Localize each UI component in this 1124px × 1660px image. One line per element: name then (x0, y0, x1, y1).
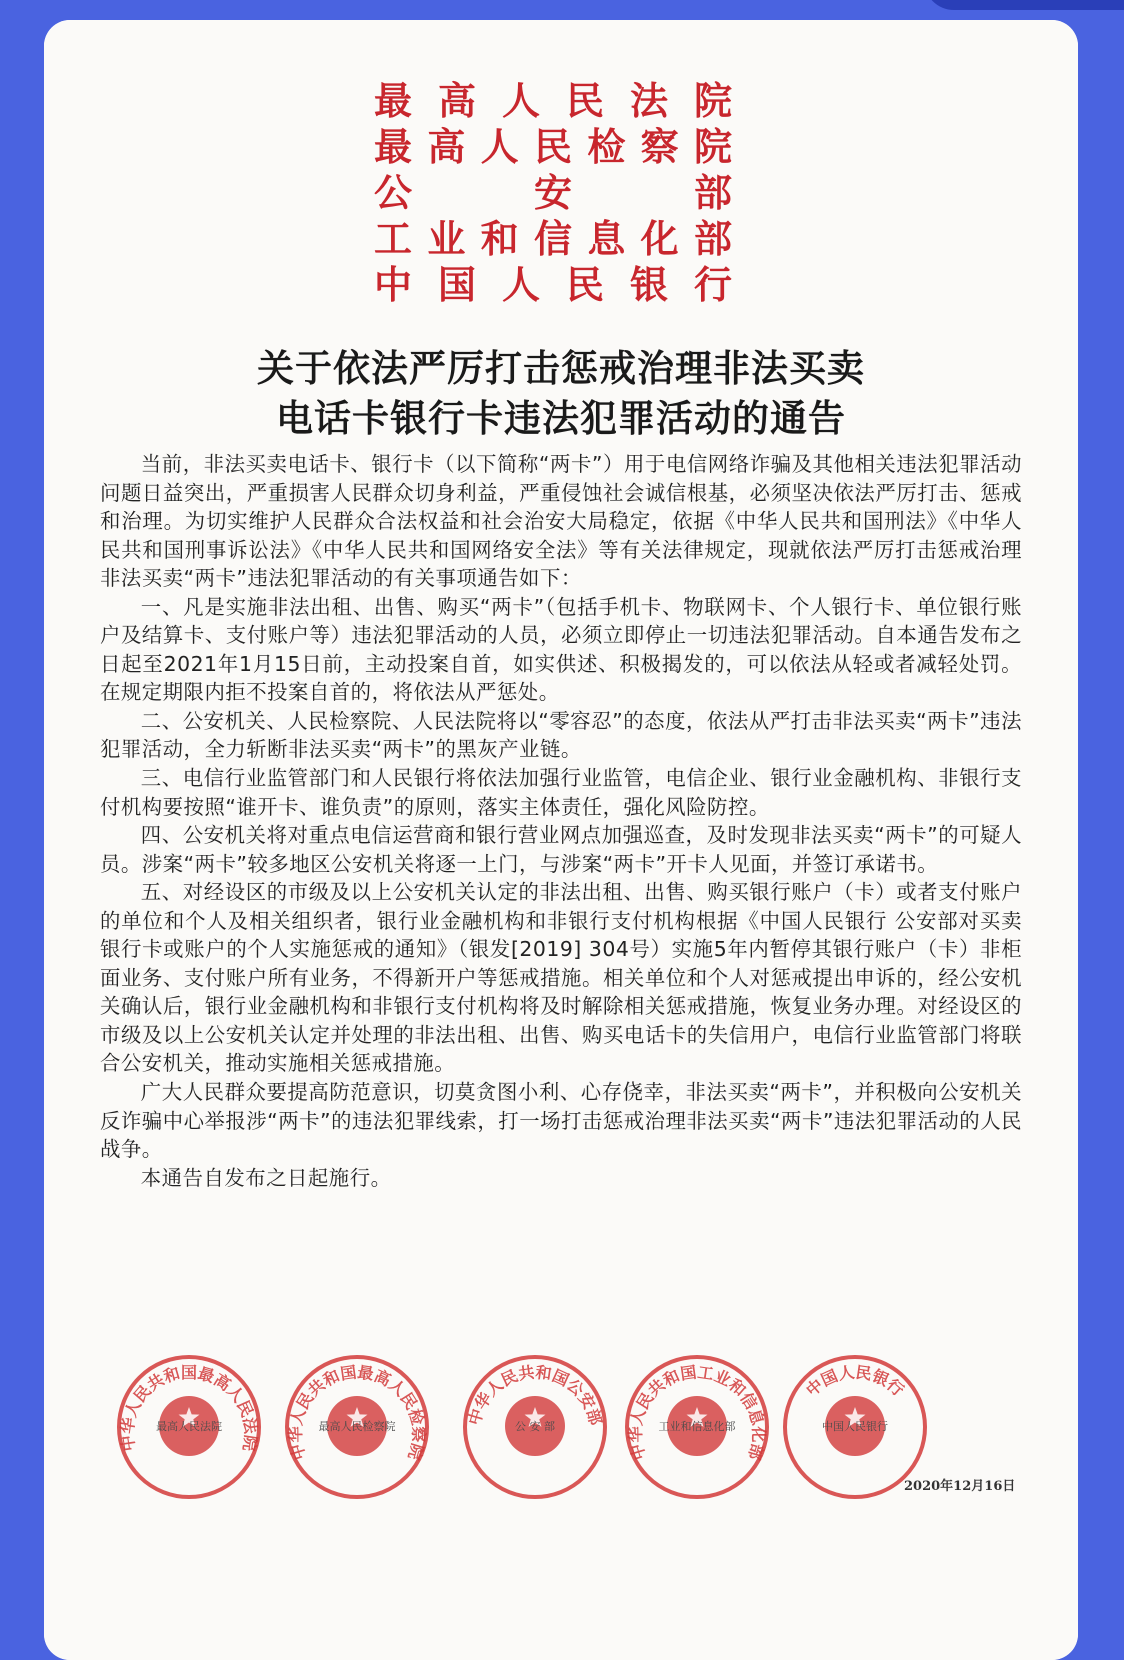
seal-signatory-label: 工业和信息化部 (658, 1420, 736, 1433)
paragraph-item-1: 一、凡是实施非法出租、出售、购买“两卡”（包括手机卡、物联网卡、个人银行卡、单位银行账户及结算卡、支付账户等）违法犯罪活动的人员，必须立即停止一切违法犯罪活动。自本通告发布之日起至2021年1月15日前，主动投案自首，如实供述、积极揭发的，可以依法从轻或者减轻处罚。在规定期限内拒不投案自首的，将依法从严惩处。 (100, 594, 1022, 705)
paragraph-item-2: 二、公安机关、人民检察院、人民法院将以“零容忍”的态度，依法从严打击非法买卖“两卡”违法犯罪活动，全力斩断非法买卖“两卡”的黑灰产业链。 (100, 708, 1022, 762)
issuer-pboc: 中国人民银行 (374, 262, 734, 307)
seal-signatory-label: 最高人民法院 (156, 1420, 222, 1433)
issuer-supreme-procuratorate: 最高人民检察院 (374, 124, 734, 169)
issuing-authorities (374, 78, 734, 308)
document-card (44, 20, 1078, 1660)
paragraph-item-5: 五、对经设区的市级及以上公安机关认定的非法出租、出售、购买银行账户（卡）或者支付账户的单位和个人及相关组织者，银行业金融机构和非银行支付机构根据《中国人民银行 公安部对买卖银行卡或账户的个人实施惩戒的通知》（银发[2019] 304号）实施5年内暂停其银行账户（卡）非柜面业务、支付账户所有业务，不得新开户等惩戒措施。相关单位和个人对惩戒提出申诉的，经公安机关确认后，银行业金融机构和非银行支付机构将及时解除相关惩戒措施，恢复业务办理。对经设区的市级及以上公安机关认定并处理的非法出租、出售、购买电话卡的失信用户，电信行业监管部门将联合公安机关，推动实施相关惩戒措施。 (100, 880, 1022, 1076)
issuer-public-security: 公安部 (374, 170, 734, 215)
seal-4 (622, 1352, 772, 1502)
seal-signatory-label: 公 安 部 (515, 1420, 555, 1433)
seal-2 (282, 1352, 432, 1502)
notice-document (44, 20, 1078, 1660)
seal-1 (114, 1352, 264, 1502)
notice-title-line-2: 电话卡银行卡违法犯罪活动的通告 (276, 397, 846, 440)
paragraph-intro: 当前，非法买卖电话卡、银行卡（以下简称“两卡”）用于电信网络诈骗及其他相关违法犯罪活动问题日益突出，严重损害人民群众切身利益，严重侵蚀社会诚信根基，必须坚决依法严厉打击、惩戒和治理。为切实维护人民群众合法权益和社会治安大局稳定，依据《中华人民共和国刑法》《中华人民共和国刑事诉讼法》《中华人民共和国网络安全法》等有关法律规定，现就依法严厉打击惩戒治理非法买卖“两卡”违法犯罪活动的有关事项通告如下： (100, 452, 1022, 591)
paragraph-item-4: 四、公安机关将对重点电信运营商和银行营业网点加强巡查，及时发现非法买卖“两卡”的可疑人员。涉案“两卡”较多地区公安机关将逐一上门，与涉案“两卡”开卡人见面，并签订承诺书。 (100, 823, 1022, 876)
seal-ring-text: 中华人民共和国最高人民法院 (117, 1362, 261, 1453)
seal-ring-text: 中华人民共和国公安部 (464, 1362, 606, 1428)
seal-ring-text: 中国人民银行 (802, 1362, 908, 1400)
issuer-miit: 工业和信息化部 (374, 216, 734, 261)
notice-title-line-1: 关于依法严厉打击惩戒治理非法买卖 (257, 347, 865, 390)
seal-3 (460, 1352, 610, 1502)
official-seals (114, 1352, 1014, 1522)
paragraph-appeal: 广大人民群众要提高防范意识，切莫贪图小利、心存侥幸，非法买卖“两卡”，并积极向公安机关反诈骗中心举报涉“两卡”的违法犯罪线索，打一场打击惩戒治理非法买卖“两卡”违法犯罪活动的人民战争。 (100, 1080, 1022, 1162)
seal-signatory-label: 中国人民银行 (822, 1420, 888, 1433)
issuer-supreme-court: 最高人民法院 (374, 78, 734, 123)
paragraph-item-3: 三、电信行业监管部门和人民银行将依法加强行业监管，电信企业、银行业金融机构、非银行支付机构要按照“谁开卡、谁负责”的原则，落实主体责任，强化风险防控。 (100, 766, 1022, 819)
paragraph-effective: 本通告自发布之日起施行。 (140, 1165, 392, 1190)
issue-date: 2020年12月16日 (904, 1479, 1016, 1494)
frame-corner-decoration (924, 0, 1124, 10)
seal-signatory-label: 最高人民检察院 (318, 1420, 396, 1433)
seal-ring-text: 中华人民共和国最高人民检察院 (285, 1362, 429, 1463)
notice-body (100, 450, 1022, 1192)
seal-ring-text: 中华人民共和国工业和信息化部 (625, 1362, 769, 1463)
